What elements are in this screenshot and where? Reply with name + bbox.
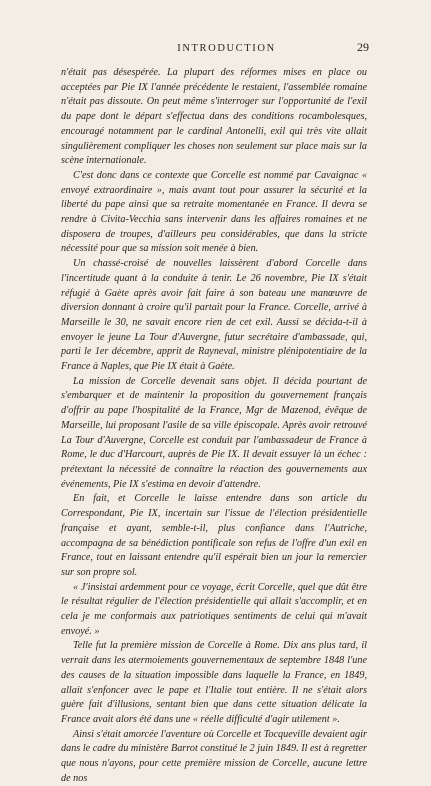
page-header bbox=[60, 40, 369, 55]
paragraph-3: Un chassé-croisé de nouvelles laissèrent d'abord Corcelle dans l'incertitude quant à la conduite à tenir. Le 26 novembre, Pie IX s'était réfugié à Gaète après avoir fait faire à son bateau une manœuvre de diversion donnant à croire qu'il partait pour la France. Corcelle, arrivé à Marseille le 30, ne savait encore rien de cet exil. Aussi se décida-t-il à envoyer le jeune La Tour d'Auvergne, futur secrétaire d'ambassade, qui, parti le 1er décembre, apprit de Rayneval, ministre plénipotentiaire de la France à Naples, que Pie IX était à Gaète. bbox=[61, 258, 367, 373]
running-title: INTRODUCTION bbox=[177, 43, 276, 54]
paragraph-4: La mission de Corcelle devenait sans objet. Il décida pourtant de s'embarquer et de maintenir la proposition du gouvernement français d'offrir au pape l'hospitalité de la France, Mgr de Mazenod, évêque de Marseille, lui proposant l'asile de sa ville épiscopale. Après avoir retrouvé La Tour d'Auvergne, Corcelle est conduit par l'ambassadeur de France à Rome, le duc d'Harcourt, auprès de Pie IX. Il devait essuyer là un échec : prétextant la nécessité de connaître la réaction des gouvernements aux événements, Pie IX s'estima en devoir d'attendre. bbox=[61, 375, 367, 490]
page-number: 29 bbox=[357, 40, 369, 54]
paragraph-8: Ainsi s'était amorcée l'aventure où Corcelle et Tocqueville devaient agir dans le cadre du ministère Barrot constitué le 2 juin 1849. Il est à regretter que nous n'ayons, pour cette première mission de Corcelle, aucune lettre de nos bbox=[61, 728, 367, 784]
paragraph-2: C'est donc dans ce contexte que Corcelle est nommé par Cavaignac « envoyé extraordinaire », mais avant tout pour assurer la sécurité et la liberté du pape ainsi que sa retraite momentanée en France. Il devra se rendre à Civita-Vecchia sans intervenir dans les affaires romaines et ne disposera de troupes, d'ailleurs peu considérables, que dans la stricte nécessité pour que sa mission soit menée à bien. bbox=[61, 169, 367, 255]
body-text bbox=[61, 66, 367, 786]
paragraph-5: En fait, et Corcelle le laisse entendre dans son article du Correspondant, Pie IX, incertain sur l'issue de l'élection présidentielle française et ayant, semble-t-il, plus confiance dans l'Autriche, accompagna de sa bénédiction pontificale son refus de l'offre d'un exil en France, tout en laissant entendre qu'il espérait bien un jour la remercier sur son propre sol. bbox=[61, 493, 367, 578]
paragraph-1: n'était pas désespérée. La plupart des réformes mises en place ou acceptées par Pie IX l'année précédente le restaient, l'assemblée romaine n'était pas dissoute. On peut même s'interroger sur l'opportunité de l'exil du pape dont le départ s'effectua dans des conditions rocambolesques, encouragé notamment par le cardinal Antonelli, exil qui très vite allait singulièrement compliquer les choses non seulement sur place mais sur la scène internationale. bbox=[61, 67, 367, 167]
paragraph-7: Telle fut la première mission de Corcelle à Rome. Dix ans plus tard, il verrait dans les atermoiements gouvernementaux de septembre 1848 l'une des causes de la situation impossible dans laquelle la France, en 1849, allait s'enfoncer avec le pape et l'Italie tout entière. Il ne s'était alors guère fait d'illusions, sentant bien que dans cette situation délicate la France avait alors été dans une « réelle difficulté d'agir utilement ». bbox=[61, 640, 367, 725]
paragraph-6: « J'insistai ardemment pour ce voyage, écrit Corcelle, quel que dût être le résultat régulier de l'élection présidentielle qui allait s'accomplir, et en cela je me conformais aux patriotiques sentiments de celui qui m'avait envoyé. » bbox=[61, 581, 367, 637]
